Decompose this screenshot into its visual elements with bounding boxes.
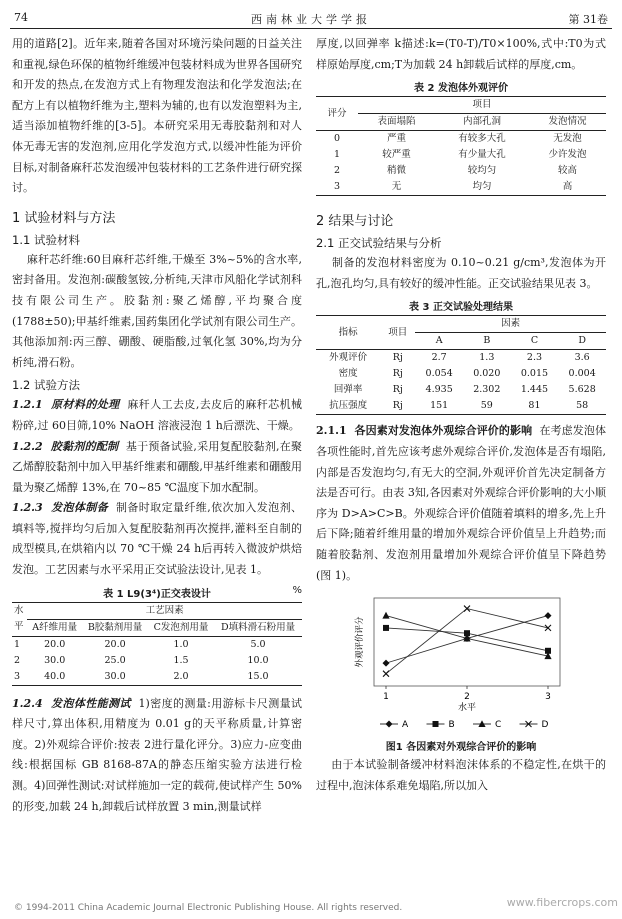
section-2-heading: 2 结果与讨论 <box>316 214 394 230</box>
t3-cell: 2.7 <box>431 352 447 364</box>
t1-cell: 20.0 <box>104 638 126 650</box>
t2-cell: 2 <box>334 165 341 177</box>
rebound-paragraph: 厚度,以回弹率 k描述:k=(T0-T)/T0×100%,式中:T0为式样原始厚度,cm;T为加载 24 h卸载后试样的厚度,cm。 <box>316 37 606 71</box>
table-row <box>316 350 606 367</box>
table-row <box>316 382 606 398</box>
analysis-2-1-1-text: 在考虑发泡体各项性能时,首先应该考虑外观综合评价,发泡体是否有塌陷,内部是否发泡均匀,有无大的空洞,外观评价首先决定制备方法是否可行。由表 3知,各因素对外观综合评价影响的大小顺序为 D>A>C>B。外观综合评价值随着填料的增多,先上升后下降;随着纤维用量的增加外观综合评价值呈上升趋势;而随着胶黏剂、发泡剂用量增加外观综合评价值呈下降趋势(图 1)。 <box>316 424 607 582</box>
t1-cell: 1 <box>14 638 21 650</box>
y-axis-label: 外观评价评分 <box>355 616 365 668</box>
figure-1-chart <box>346 590 576 738</box>
t3-cell: Rj <box>392 400 403 412</box>
t3-col0: 指标 <box>316 316 380 350</box>
figure-1-caption: 图1 各因素对外观综合评价的影响 <box>385 742 537 754</box>
t2-cell: 0 <box>334 133 341 145</box>
table-row <box>316 398 606 415</box>
t3-col: A <box>435 335 443 347</box>
method-1-2-3-title: 1.2.3 发泡体制备 <box>12 501 109 515</box>
table-row <box>12 669 302 686</box>
t2-cell: 1 <box>334 149 341 161</box>
t3-cell: 0.004 <box>568 368 596 380</box>
t3-cell: 59 <box>480 400 493 412</box>
x-tick-label: 3 <box>545 692 551 703</box>
t2-col: 表面塌陷 <box>377 116 416 128</box>
t3-col: D <box>578 335 586 347</box>
legend-label-C: C <box>495 720 502 731</box>
t3-cell: 5.628 <box>568 384 596 396</box>
legend-label-D: D <box>541 720 549 731</box>
t1-cell: 1.5 <box>173 654 189 666</box>
header-rule <box>10 28 612 29</box>
t1-cell: 30.0 <box>44 654 66 666</box>
section-1-2-heading: 1.2 试验方法 <box>12 378 80 393</box>
t1-cell: 20.0 <box>44 638 66 650</box>
analysis-2-1-1-title: 2.1.1 各因素对发泡体外观综合评价的影响 <box>316 424 533 438</box>
t2-cell: 3 <box>334 181 341 193</box>
table-1 <box>12 602 302 686</box>
x-tick-label: 2 <box>464 692 470 703</box>
t2-cell: 无发泡 <box>553 133 582 145</box>
table-3-caption: 表 3 正交试验处理结果 <box>409 302 513 314</box>
method-1-2-2-text: 基于预备试验,采用复配胶黏剂,在聚乙烯醇胶黏剂中加入甲基纤维素和硼酸,甲基纤维素和硼酸用量为聚乙烯醇 13%,在 70~85 ℃温度下加水配制。 <box>12 439 302 494</box>
t2-group: 项目 <box>358 97 606 114</box>
t2-cell: 稍微 <box>387 165 407 177</box>
t2-cell: 均匀 <box>472 181 492 193</box>
materials-paragraph: 麻秆芯纤维:60目麻秆芯纤维,干燥至 3%~5%的含水率,密封备用。发泡剂:碳酸氢铵,分析纯,天津市风船化学试剂科技有限公司生产。胶黏剂:聚乙烯醇,平均聚合度(1788±50);甲基纤维素,国药集团化学试剂有限公司生产。其他添加剂:丙三醇、硼酸、硬脂酸,过氧化氢 30%,均为分析纯,滑石粉。 <box>12 252 302 369</box>
table-2 <box>316 96 606 196</box>
table-row <box>316 163 606 179</box>
t1-group: 工艺因素 <box>27 602 302 619</box>
legend-label-A: A <box>402 720 409 731</box>
t1-col: D填料滑石粉用量 <box>220 621 296 633</box>
table-row <box>316 147 606 163</box>
closing-paragraph: 由于本试验制备缓冲材料泡沫体系的不稳定性,在烘干的过程中,泡沫体系难免塌陷,所以加入 <box>316 758 606 792</box>
t1-rowhead-top: 水 <box>14 604 24 616</box>
t3-group: 因素 <box>415 316 606 333</box>
method-1-2-3 <box>12 498 302 580</box>
t2-cell: 较高 <box>558 165 578 177</box>
t3-cell: Rj <box>392 352 403 364</box>
method-1-2-4 <box>12 694 302 818</box>
method-1-2-4-text: 1)密度的测量:用游标卡尺测量试样尺寸,算出体积,用精度为 0.01 g的天平称质量,计算密度。2)外观综合评价:按表 2进行量化评分。3)应力-应变曲线:根据国标 GB 8168-87A的静态压缩实验方法进行检测。4)回弹性测试:对试样施加一定的载荷,使试样产生 50%的形变,加载 24 h,卸载后试样放置 3 min,测量试样 <box>12 696 302 813</box>
t1-col: B胶黏剂用量 <box>87 621 143 633</box>
method-1-2-1-title: 1.2.1 原材料的处理 <box>12 398 120 412</box>
marker-diamond <box>386 721 393 728</box>
marker-diamond <box>383 660 390 667</box>
t3-cell: 外观评价 <box>329 352 368 364</box>
t3-cell: 0.054 <box>425 368 453 380</box>
table-3 <box>316 315 606 415</box>
marker-triangle <box>382 612 389 619</box>
table-row <box>316 131 606 148</box>
table-row <box>12 653 302 669</box>
t3-cell: 3.6 <box>574 352 590 364</box>
t1-cell: 1.0 <box>173 638 189 650</box>
section-1-heading: 1 试验材料与方法 <box>12 210 116 226</box>
t2-cell: 严重 <box>387 133 407 145</box>
t1-cell: 3 <box>14 670 21 682</box>
t3-cell: 1.3 <box>479 352 495 364</box>
table-1-caption: 表 1 L9(3⁴)正交表设计 <box>103 588 211 600</box>
analysis-2-1-1 <box>316 421 606 586</box>
t2-cell: 少许发泡 <box>548 149 587 161</box>
table-2-caption: 表 2 发泡体外观评价 <box>414 83 508 95</box>
t1-col: C发泡剂用量 <box>153 621 209 633</box>
t3-cell: 4.935 <box>425 384 453 396</box>
t2-cell: 有较多大孔 <box>458 133 506 145</box>
t1-rowhead-bottom: 平 <box>14 621 24 633</box>
t3-col1: 项目 <box>380 316 415 350</box>
t1-cell: 5.0 <box>250 638 266 650</box>
marker-square <box>433 721 439 727</box>
left-column <box>12 34 302 817</box>
marker-square <box>383 625 389 631</box>
t2-cell: 高 <box>562 181 573 193</box>
t1-cell: 15.0 <box>247 670 269 682</box>
t1-cell: 2 <box>14 654 21 666</box>
t3-cell: 58 <box>576 400 589 412</box>
t2-col: 内部孔洞 <box>463 116 502 128</box>
t1-cell: 10.0 <box>247 654 269 666</box>
t3-cell: 151 <box>430 400 449 412</box>
t2-cell: 较均匀 <box>467 165 497 177</box>
volume-label: 第 31卷 <box>568 13 608 26</box>
section-2-1-heading: 2.1 正交试验结果与分析 <box>316 236 442 251</box>
t1-cell: 25.0 <box>104 654 126 666</box>
t1-cell: 30.0 <box>104 670 126 682</box>
t3-col: B <box>483 335 491 347</box>
method-1-2-4-title: 1.2.4 发泡体性能测试 <box>12 696 131 710</box>
right-column <box>316 34 606 796</box>
copyright-footer: © 1994-2011 China Academic Journal Electronic Publishing House. All rights reserved. <box>14 903 403 913</box>
section-1-1-heading: 1.1 试验材料 <box>12 232 80 247</box>
page-number: 74 <box>14 11 28 24</box>
legend-label-B: B <box>448 720 455 731</box>
t2-cell: 无 <box>391 181 402 193</box>
table-row <box>12 636 302 653</box>
t2-cell: 较严重 <box>382 149 411 161</box>
table-1-unit: % <box>292 584 302 596</box>
t3-col: C <box>530 335 539 347</box>
t3-cell: 81 <box>528 400 541 412</box>
watermark-text: www.fibercrops.com <box>506 896 618 909</box>
x-tick-label: 1 <box>383 692 389 703</box>
results-paragraph: 制备的发泡材料密度为 0.10~0.21 g/cm³,发泡体为开孔,泡孔均匀,具有较好的缓冲性能。正交试验结果见表 3。 <box>316 256 606 290</box>
method-1-2-2-title: 1.2.2 胶黏剂的配制 <box>12 439 119 453</box>
t1-cell: 40.0 <box>44 670 66 682</box>
t3-cell: 2.302 <box>473 384 501 396</box>
t2-cell: 有少量大孔 <box>458 149 506 161</box>
t3-cell: 0.020 <box>473 368 501 380</box>
t2-col0: 评分 <box>316 97 358 131</box>
t3-cell: 抗压强度 <box>329 400 368 412</box>
t3-cell: 1.445 <box>520 384 549 396</box>
t3-cell: Rj <box>392 368 403 380</box>
table-row <box>316 366 606 382</box>
journal-title: 西南林业大学学报 <box>251 13 371 26</box>
method-1-2-2 <box>12 437 302 499</box>
t3-cell: 0.015 <box>520 368 549 380</box>
t3-cell: 2.3 <box>526 352 543 364</box>
t1-col: A纤维用量 <box>32 621 78 633</box>
plot-frame <box>374 598 560 686</box>
table-row <box>316 179 606 196</box>
method-1-2-1 <box>12 395 302 436</box>
method-1-2-1-text: 麻秆人工去皮,去皮后的麻秆芯机械粉碎,过 60目筛,10% NaOH 溶液浸泡 1 h后漂洗、干燥。 <box>12 398 302 432</box>
t3-cell: Rj <box>392 384 403 396</box>
t3-cell: 回弹率 <box>333 384 363 396</box>
method-1-2-3-text: 制备时取定量纤维,依次加入发泡剂、填料等,搅拌均匀后加入复配胶黏剂再次搅拌,灌料至自制的成型模具,在烘箱内以 70 ℃干燥 24 h后再转入微波炉烘焙发泡。工艺因素与水平采用正交试验法设计,见表 1。 <box>12 501 302 577</box>
table-1-caption-row <box>12 585 302 600</box>
t1-cell: 2.0 <box>173 670 189 682</box>
t2-col: 发泡情况 <box>548 116 587 128</box>
intro-paragraph: 用的道路[2]。近年来,随着各国对环境污染问题的日益关注和重视,绿色环保的植物纤维缓冲包装材料成为世界各国研究和开发的热点,在发泡方式上有物理发泡法和化学发泡法;在配方上有以植物纤维为主,塑料为辅的,也有以发泡塑料为主,适当添加植物纤维的[3-5]。本研究采用无毒胶黏剂和对人体无毒无害的发泡剂,应用化学发泡方式,以缓冲性能为评价目标,对制备麻秆芯发泡缓冲包装材料的工艺条件进行研究探讨。 <box>12 37 302 195</box>
marker-diamond <box>545 612 552 619</box>
x-axis-label: 水平 <box>457 703 477 714</box>
t3-cell: 密度 <box>338 368 358 380</box>
